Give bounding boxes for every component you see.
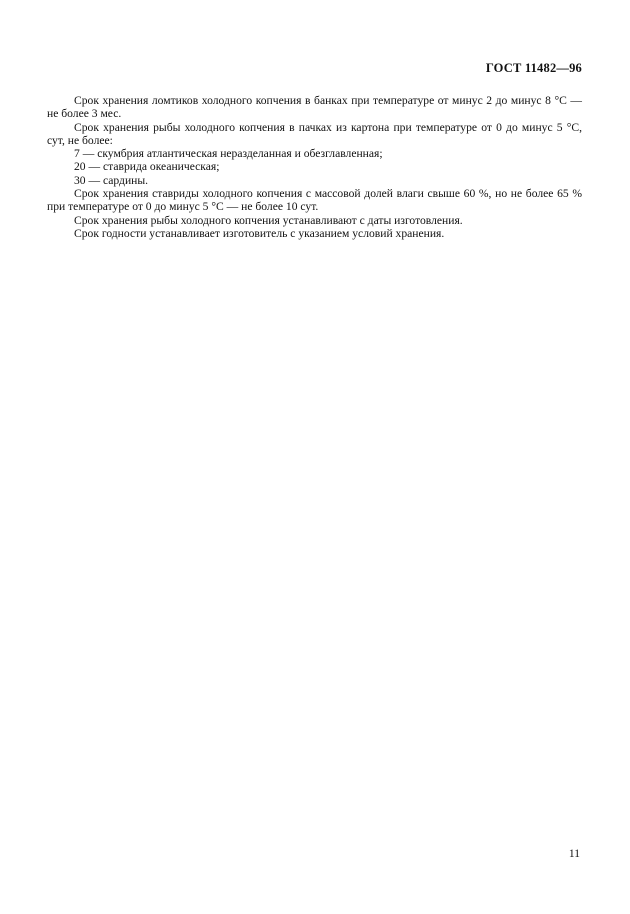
list-item-sardines: 30 — сардины. — [74, 173, 149, 187]
paragraph-shelf-life: Срок годности устанавливает изготовитель с указанием условий хранения. — [74, 226, 445, 240]
paragraph-moisture-storage: Срок хранения ставриды холодного копчения с массовой долей влаги свыше 60 %, но не более 65 % при температуре от 0 до минус 5 °С — не более 10 сут. — [47, 187, 582, 214]
paragraph-storage-start: Срок хранения рыбы холодного копчения устанавливают с даты изготовления. — [74, 213, 463, 227]
standard-designation: ГОСТ 11482—96 — [485, 61, 582, 75]
paragraph-slices-storage: Срок хранения ломтиков холодного копчения в банках при температуре от минус 2 до минус 8 °С — не более 3 мес. — [47, 94, 582, 121]
page-number: 11 — [568, 848, 580, 860]
list-item-horse-mackerel: 20 — ставрида океаническая; — [74, 160, 220, 174]
body-text — [47, 94, 582, 240]
list-item-mackerel: 7 — скумбрия атлантическая неразделанная и обезглавленная; — [74, 147, 383, 161]
paragraph-carton-storage: Срок хранения рыбы холодного копчения в пачках из картона при температуре от 0 до минус 5 °С, сут, не более: — [47, 120, 582, 147]
